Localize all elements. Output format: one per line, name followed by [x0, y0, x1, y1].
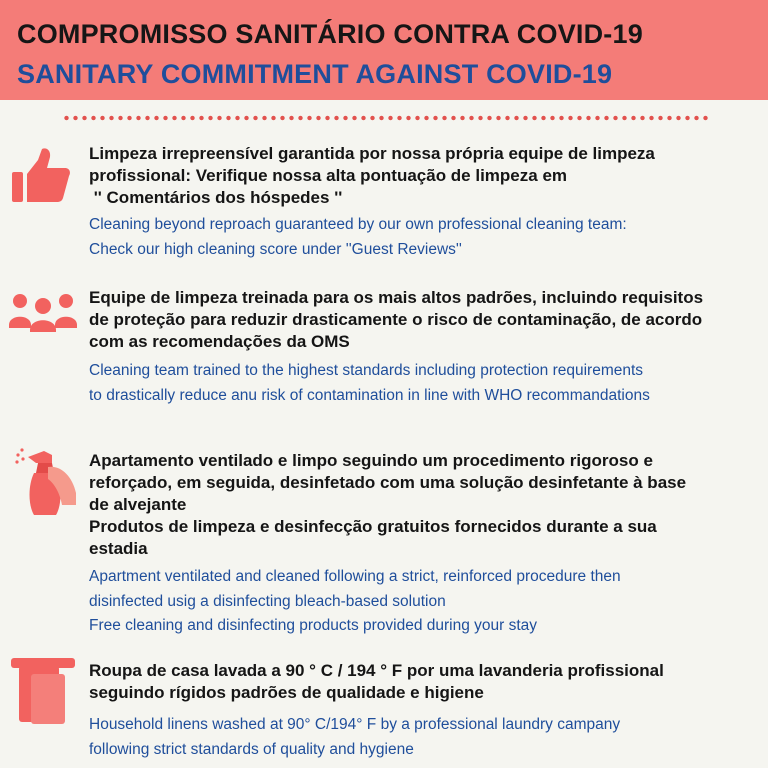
section-4-pt-line: seguindo rígidos padrões de qualidade e higiene [89, 683, 484, 702]
section-3-en-line: Free cleaning and disinfecting products provided during your stay [89, 617, 538, 634]
section-3-pt-line: reforçado, em seguida, desinfetado com uma solução desinfetante à base [89, 473, 687, 492]
section-2-en [89, 359, 754, 408]
section-4-en-line: following strict standards of quality and hygiene [89, 740, 414, 758]
thumbs-up-icon [10, 146, 72, 204]
title-english: SANITARY COMMITMENT AGAINST COVID-19 [17, 59, 613, 89]
section-4-pt-line: Roupa de casa lavada a 90 ° C / 194 ° F por uma lavanderia profissional [89, 661, 664, 680]
section-2-pt-line: de proteção para reduzir drasticamente o risco de contaminação, de acordo [89, 310, 703, 329]
section-3-en-line: Apartment ventilated and cleaned following a strict, reinforced procedure then [89, 568, 621, 585]
section-3-pt-line: estadia [89, 539, 148, 558]
section-1-pt-line: profissional: Verifique nossa alta pontuação de limpeza em [89, 166, 568, 185]
section-1-pt-line: Limpeza irrepreensível garantida por nossa própria equipe de limpeza [89, 144, 655, 163]
section-1-pt-line: '' Comentários dos hóspedes '' [89, 188, 343, 207]
section-2-pt-line: com as recomendações da OMS [89, 332, 350, 351]
section-1-en-line: Check our high cleaning score under ''Guest Reviews'' [89, 240, 462, 258]
section-3-en [89, 565, 754, 639]
section-3-pt [89, 450, 754, 560]
section-2-pt [89, 287, 754, 353]
section-2-en-line: Cleaning team trained to the highest standards including protection requirements [89, 362, 644, 379]
section-2-en-line: to drastically reduce anu risk of contamination in line with WHO recommandations [89, 386, 650, 404]
section-1-en [89, 213, 754, 262]
spray-bottle-icon [14, 445, 78, 517]
dotted-divider [62, 115, 712, 121]
section-4-pt [89, 660, 754, 704]
section-1-en-line: Cleaning beyond reproach guaranteed by our own professional cleaning team: [89, 216, 627, 233]
section-3-en-line: disinfected usig a disinfecting bleach-based solution [89, 592, 446, 610]
header-banner [0, 0, 768, 100]
section-4-en [89, 713, 754, 762]
team-icon [7, 290, 79, 332]
towel-icon [11, 656, 75, 728]
title-portuguese: COMPROMISSO SANITÁRIO CONTRA COVID-19 [17, 19, 643, 49]
section-3-pt-line: Produtos de limpeza e desinfecção gratuitos fornecidos durante a sua [89, 517, 657, 536]
section-4-en-line: Household linens washed at 90° C/194° F by a professional laundry campany [89, 716, 621, 733]
section-1-pt [89, 143, 754, 209]
section-3-pt-line: Apartamento ventilado e limpo seguindo um procedimento rigoroso e [89, 451, 653, 470]
section-2-pt-line: Equipe de limpeza treinada para os mais altos padrões, incluindo requisitos [89, 288, 704, 307]
section-3-pt-line: de alvejante [89, 495, 187, 514]
